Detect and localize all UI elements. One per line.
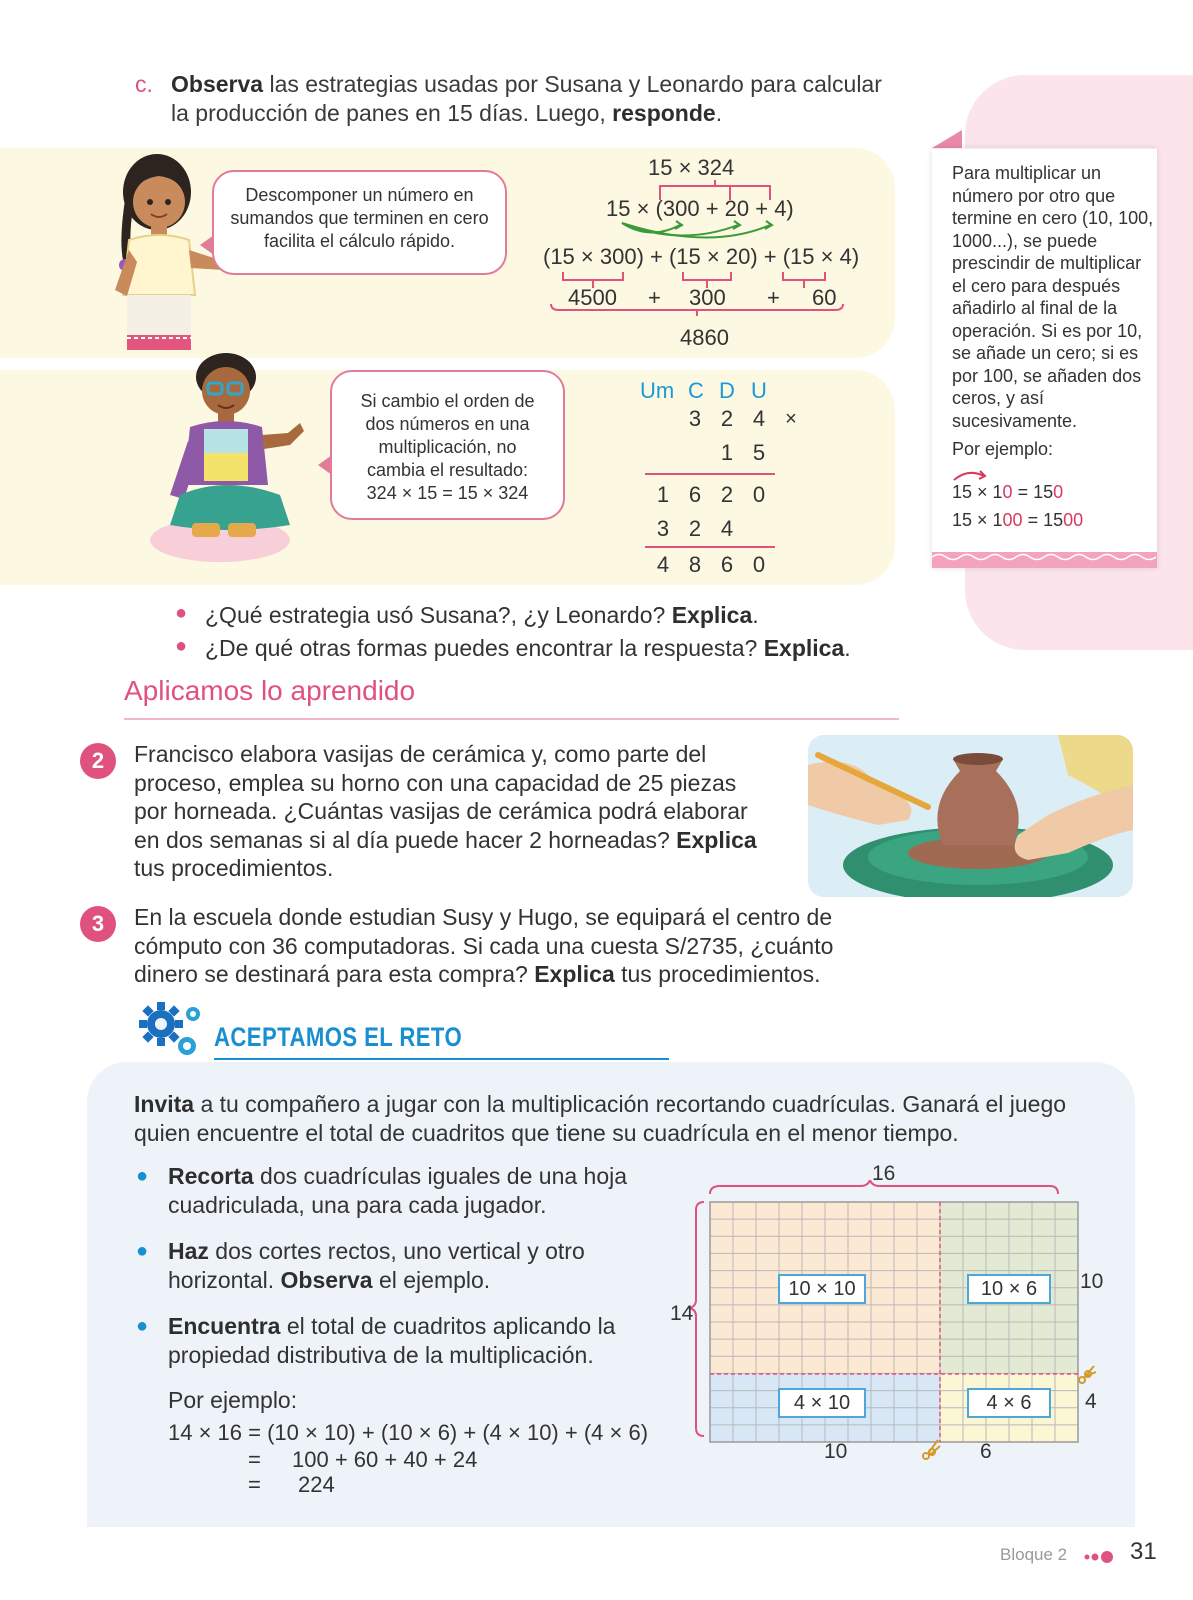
question-2-end: . <box>844 635 851 661</box>
challenge-intro-bold: Invita <box>134 1091 195 1117</box>
card-example-2 <box>952 510 1083 531</box>
challenge-equation-2: 100 + 60 + 40 + 24 <box>292 1447 478 1472</box>
susana-result: 4860 <box>680 325 729 350</box>
question-1-text: ¿Qué estrategia usó Susana?, ¿y Leonardo? <box>205 602 672 628</box>
row3-um: 1 <box>656 482 670 507</box>
card-red-arrow <box>952 468 992 482</box>
footer-block-label: Bloque 2 <box>1000 1545 1068 1564</box>
section-title: Aplicamos lo aprendido <box>124 675 416 706</box>
leonardo-illustration <box>140 345 310 570</box>
challenge-bullet-2-text2: el ejemplo. <box>372 1267 491 1293</box>
leonardo-bubble-line3: multiplicación, no <box>378 437 517 457</box>
times-sign: × <box>785 408 797 430</box>
question-2 <box>175 635 851 662</box>
ex2-red-result-zeros: 00 <box>1063 510 1084 530</box>
row4-um: 3 <box>656 516 670 541</box>
info-card-paragraph: Para multiplicar un número por otro que termine en cero (10, 100, 1000...), se puede prescindir de multiplicar el cero para después añadirlo al final de la operación. Si es por 10, se añade un cero; si es por 100, se añaden dos ceros, y así sucesivamente. <box>952 163 1154 431</box>
footer-dots-icon <box>1083 1550 1119 1564</box>
problem-2-number: 2 <box>80 743 116 779</box>
row1-c: 3 <box>688 406 702 431</box>
question-2-bullet: ● <box>175 635 188 657</box>
row5-u: 0 <box>752 552 766 577</box>
row3-u: 0 <box>752 482 766 507</box>
item-c-bold-observa: Observa <box>171 71 264 97</box>
ex1-part-c: = 15 <box>1012 482 1054 502</box>
card-wave <box>932 552 1157 562</box>
leonardo-bubble-line4: cambia el resultado: <box>366 460 529 480</box>
row4-d: 4 <box>720 516 734 541</box>
item-c-bold-responde: responde <box>612 100 716 126</box>
ex2-red-zeros: 00 <box>1002 510 1023 530</box>
col-header-u: U <box>751 378 767 403</box>
partial-4500: 4500 <box>568 285 617 310</box>
challenge-equation-1: 14 × 16 = (10 × 10) + (10 × 6) + (4 × 10) + (4 × 6) <box>168 1420 649 1445</box>
row2-u: 5 <box>752 440 766 465</box>
grid-label-right-10: 10 <box>1080 1270 1104 1293</box>
card-example-1 <box>952 482 1063 503</box>
problem-3-bold: Explica <box>534 961 615 987</box>
grid-box-4x6: 4 × 6 <box>967 1388 1051 1418</box>
grid-box-10x10: 10 × 10 <box>778 1274 866 1304</box>
grid-box-10x6: 10 × 6 <box>967 1274 1051 1304</box>
pottery-illustration <box>808 735 1133 897</box>
problem-2-bold: Explica <box>676 826 757 853</box>
challenge-bullet-3-dot: ● <box>136 1315 149 1337</box>
pottery-image <box>808 735 1133 897</box>
challenge-bullet-1-text: dos cuadrículas iguales de una hoja cuadriculada, una para cada jugador. <box>168 1163 628 1218</box>
challenge-bullet-1-dot: ● <box>136 1165 149 1187</box>
problem-2-text <box>134 740 769 883</box>
challenge-bullet-1 <box>136 1162 648 1220</box>
ex1-red-result-zero: 0 <box>1053 482 1064 502</box>
susana-top-expression: 15 × 324 <box>648 155 735 180</box>
item-c-instruction <box>135 70 895 128</box>
partial-plus-2: + <box>767 285 780 310</box>
challenge-equation-3: 224 <box>298 1472 335 1497</box>
ex1-part-a: 15 × 1 <box>952 482 1003 502</box>
challenge-eq3-sign: = <box>248 1472 261 1497</box>
ex2-part-a: 15 × 1 <box>952 510 1003 530</box>
ex2-part-c: = 15 <box>1022 510 1064 530</box>
partial-60: 60 <box>812 285 837 310</box>
problem-3-text <box>134 903 874 989</box>
challenge-bullet-2-text: dos cortes rectos, uno vertical y otro horizontal. <box>168 1238 585 1293</box>
row1-d: 2 <box>720 406 734 431</box>
question-2-text: ¿De qué otras formas puedes encontrar la respuesta? <box>205 635 764 661</box>
row2-d: 1 <box>720 440 734 465</box>
row5-um: 4 <box>656 552 670 577</box>
line-before-result <box>645 546 775 548</box>
grid-label-right-4: 4 <box>1085 1390 1097 1413</box>
grid-label-top-16: 16 <box>872 1162 896 1185</box>
grid-box-4x10: 4 × 10 <box>778 1388 866 1418</box>
grid-label-bottom-10: 10 <box>824 1440 848 1463</box>
challenge-bullet-2-dot: ● <box>136 1240 149 1262</box>
problem-3-number: 3 <box>80 906 116 942</box>
question-1-end: . <box>752 602 759 628</box>
challenge-intro-text: a tu compañero a jugar con la multiplicación recortando cuadrículas. Ganará el juego quien encuentre el total de cuadritos que tiene su cuadrícula en el menor tiempo. <box>134 1091 1067 1146</box>
leonardo-bubble-line1: Si cambio el orden de <box>360 391 535 411</box>
leonardo-bubble-line2: dos números en una <box>365 414 530 434</box>
challenge-bullet-3 <box>136 1312 648 1370</box>
susana-decomposition: 15 × (300 + 20 + 4) <box>606 196 794 221</box>
grid-illustration <box>680 1180 1100 1460</box>
card-fold <box>932 130 962 148</box>
line-after-factors <box>645 473 775 475</box>
row1-u: 4 <box>752 406 766 431</box>
challenge-bullet-2-bold: Haz <box>168 1238 209 1264</box>
susana-speech-bubble: Descomponer un número en sumandos que terminen en cero facilita el cálculo rápido. <box>212 170 507 275</box>
challenge-bullet-1-bold: Recorta <box>168 1163 254 1189</box>
row3-d: 2 <box>720 482 734 507</box>
problem-2-body: Francisco elabora vasijas de cerámica y, como parte del proceso, emplea su horno con una capacidad de 25 piezas por horneada. ¿Cuántas vasijas de cerámica podrá elaborar en dos semanas si al día puede hacer 2 horneadas? <box>134 741 748 853</box>
challenge-bullet-3-bold: Encuentra <box>168 1313 281 1339</box>
question-1 <box>175 602 759 629</box>
col-header-d: D <box>719 378 735 403</box>
problem-3-body: En la escuela donde estudian Susy y Hugo, se equipará el centro de cómputo con 36 computadoras. Si cada una cuesta S/2735, ¿cuánto dinero se destinará para esta compra? <box>134 904 834 987</box>
challenge-bullet-2-bold2: Observa <box>280 1267 373 1293</box>
partial-300: 300 <box>689 285 726 310</box>
row3-c: 6 <box>688 482 702 507</box>
question-2-bold: Explica <box>763 635 845 661</box>
challenge-title-underline <box>214 1058 669 1060</box>
item-c-line1: las estrategias usadas por Susana y Leonardo para calcular <box>263 71 882 97</box>
challenge-intro <box>134 1090 1079 1148</box>
challenge-bullet-2 <box>136 1237 648 1295</box>
challenge-eq2-sign: = <box>248 1447 261 1472</box>
problem-3-end: tus procedimientos. <box>614 961 821 987</box>
col-header-c: C <box>688 378 704 403</box>
item-c-letter: c. <box>135 71 153 97</box>
grid-label-left-14: 14 <box>670 1302 694 1325</box>
challenge-title: ACEPTAMOS EL RETO <box>214 1022 463 1052</box>
row5-c: 8 <box>688 552 702 577</box>
question-1-bullet: ● <box>175 602 188 624</box>
grid-label-bottom-6: 6 <box>980 1440 992 1463</box>
section-title-underline <box>124 718 899 720</box>
page-number: 31 <box>1130 1538 1157 1565</box>
ex1-red-zero: 0 <box>1002 482 1013 502</box>
row4-c: 2 <box>688 516 702 541</box>
leonardo-speech-bubble <box>330 370 565 520</box>
gears-icon <box>135 1000 211 1064</box>
partial-plus-1: + <box>648 285 661 310</box>
info-card-example-label: Por ejemplo: <box>952 439 1054 459</box>
leonardo-bubble-line5: 324 × 15 = 15 × 324 <box>366 483 529 503</box>
susana-green-arrows <box>610 215 790 245</box>
challenge-bullet-3-text: el total de cuadritos aplicando la propiedad distributiva de la multiplicación. <box>168 1313 616 1368</box>
susana-products: (15 × 300) + (15 × 20) + (15 × 4) <box>543 244 860 269</box>
row5-d: 6 <box>720 552 734 577</box>
challenge-example-label: Por ejemplo: <box>168 1387 298 1413</box>
col-header-um: Um <box>640 378 675 403</box>
item-c-period: . <box>715 100 723 126</box>
question-1-bold: Explica <box>671 602 753 628</box>
item-c-line2: la producción de panes en 15 días. Luego, <box>171 100 613 126</box>
problem-2-end: tus procedimientos. <box>134 855 334 881</box>
info-card-text <box>952 162 1157 461</box>
